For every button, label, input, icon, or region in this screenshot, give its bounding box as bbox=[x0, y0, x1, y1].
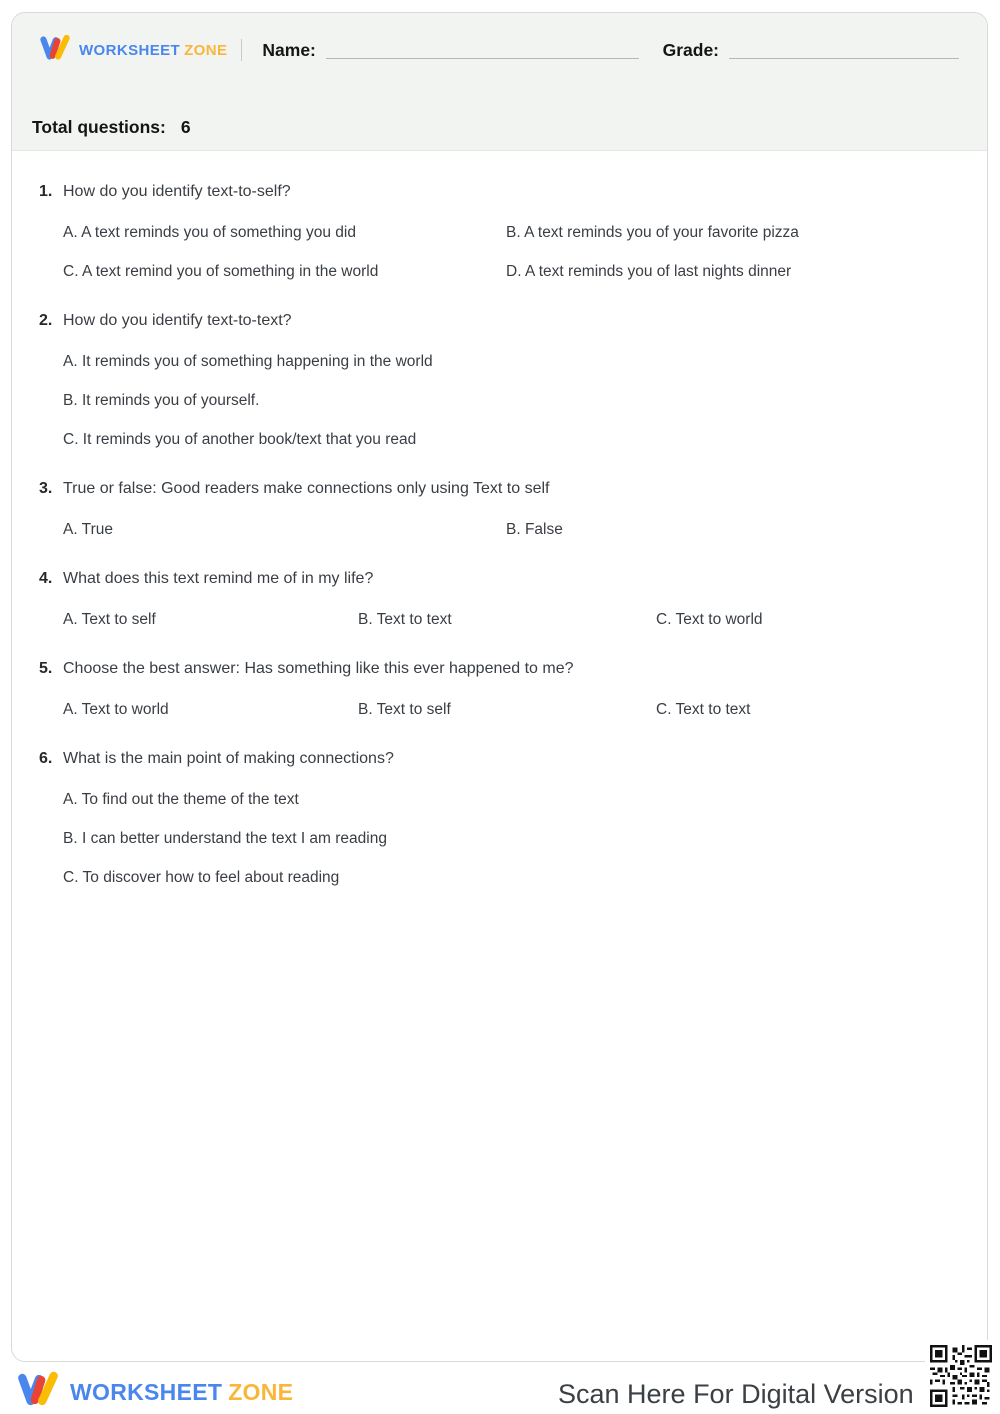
grade-input-line[interactable] bbox=[729, 41, 959, 59]
question-number: 1. bbox=[39, 183, 53, 200]
header-divider bbox=[241, 39, 242, 61]
answer-option: B. Text to self bbox=[358, 701, 451, 718]
question-number: 3. bbox=[39, 480, 53, 497]
answer-option: A. A text reminds you of something you did bbox=[63, 224, 356, 241]
answer-option: A. Text to self bbox=[63, 611, 156, 628]
question-number: 2. bbox=[39, 312, 53, 329]
question-head bbox=[39, 308, 957, 334]
answer-option: C. Text to text bbox=[656, 701, 751, 718]
total-questions-label: Total questions: bbox=[32, 117, 166, 137]
answer-options bbox=[63, 517, 957, 543]
answer-option: C. Text to world bbox=[656, 611, 763, 628]
brand-logo bbox=[38, 32, 227, 69]
answer-option: B. A text reminds you of your favorite pizza bbox=[506, 224, 799, 241]
brand-word-zone: ZONE bbox=[184, 41, 228, 59]
question-text: How do you identify text-to-text? bbox=[63, 312, 292, 329]
name-input-line[interactable] bbox=[326, 41, 639, 59]
answer-options bbox=[63, 220, 957, 285]
question-head bbox=[39, 746, 957, 772]
answer-option: C. A text remind you of something in the world bbox=[63, 263, 379, 280]
answer-option: A. To find out the theme of the text bbox=[63, 791, 299, 808]
header-row bbox=[12, 13, 987, 77]
answer-options bbox=[63, 607, 957, 633]
question-1 bbox=[39, 179, 957, 285]
name-label: Name: bbox=[262, 39, 316, 60]
answer-option: D. A text reminds you of last nights dinner bbox=[506, 263, 792, 280]
answer-option: A. It reminds you of something happening in the world bbox=[63, 353, 433, 370]
footer-brand-logo bbox=[15, 1368, 293, 1414]
total-questions bbox=[12, 117, 987, 138]
questions-list bbox=[12, 151, 987, 891]
worksheetzone-logo-icon bbox=[38, 32, 72, 69]
brand-name bbox=[79, 42, 227, 59]
answer-options bbox=[63, 697, 957, 723]
answer-option: B. False bbox=[506, 521, 563, 538]
answer-options bbox=[63, 787, 957, 891]
question-number: 5. bbox=[39, 660, 53, 677]
question-text: What is the main point of making connections? bbox=[63, 750, 394, 767]
question-text: True or false: Good readers make connections only using Text to self bbox=[63, 480, 550, 497]
question-text: Choose the best answer: Has something like this ever happened to me? bbox=[63, 660, 574, 677]
worksheet-card bbox=[11, 12, 988, 1362]
answer-option: A. Text to world bbox=[63, 701, 169, 718]
question-head bbox=[39, 656, 957, 682]
worksheetzone-logo-icon bbox=[15, 1368, 61, 1414]
question-head bbox=[39, 476, 957, 502]
question-5 bbox=[39, 656, 957, 723]
question-head bbox=[39, 566, 957, 592]
brand-word-zone: ZONE bbox=[228, 1378, 294, 1405]
answer-option: C. It reminds you of another book/text that you read bbox=[63, 431, 417, 448]
answer-option: C. To discover how to feel about reading bbox=[63, 869, 340, 886]
answer-option: B. Text to text bbox=[358, 611, 452, 628]
answer-option: B. It reminds you of yourself. bbox=[63, 392, 260, 409]
question-3 bbox=[39, 476, 957, 543]
answer-options bbox=[63, 349, 957, 453]
question-head bbox=[39, 179, 957, 205]
qr-code bbox=[925, 1340, 997, 1412]
question-text: What does this text remind me of in my life? bbox=[63, 570, 374, 587]
question-number: 4. bbox=[39, 570, 53, 587]
brand-name bbox=[70, 1379, 293, 1406]
question-6 bbox=[39, 746, 957, 891]
answer-option: B. I can better understand the text I am reading bbox=[63, 830, 387, 847]
question-number: 6. bbox=[39, 750, 53, 767]
header-band bbox=[12, 13, 987, 151]
brand-word-worksheet: WORKSHEET bbox=[79, 41, 181, 59]
answer-option: A. True bbox=[63, 521, 113, 538]
question-2 bbox=[39, 308, 957, 453]
question-text: How do you identify text-to-self? bbox=[63, 183, 291, 200]
question-4 bbox=[39, 566, 957, 633]
total-questions-value: 6 bbox=[180, 117, 191, 137]
grade-label: Grade: bbox=[662, 39, 719, 60]
scan-here-text: Scan Here For Digital Version bbox=[558, 1379, 914, 1409]
brand-word-worksheet: WORKSHEET bbox=[70, 1378, 223, 1405]
